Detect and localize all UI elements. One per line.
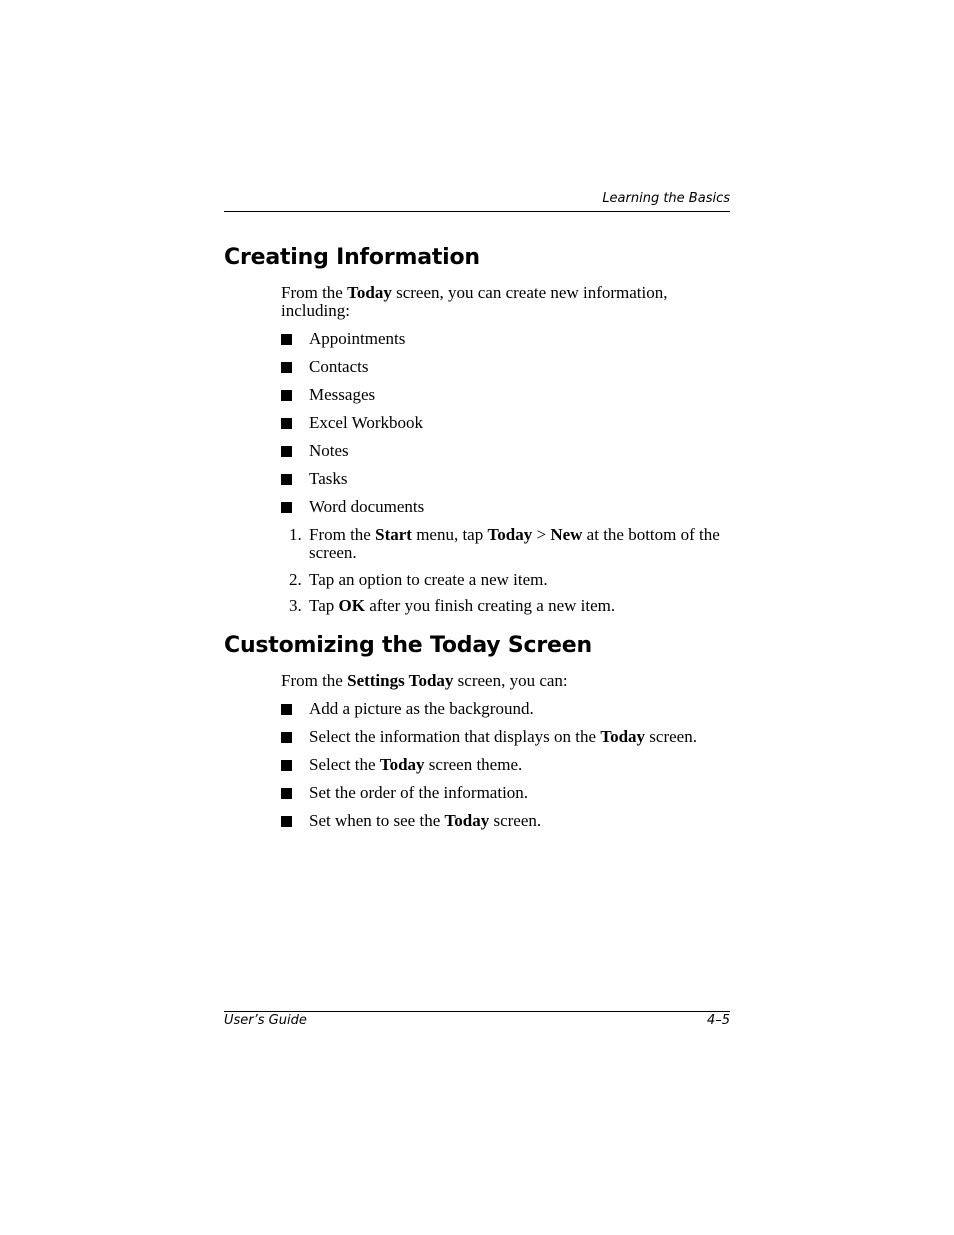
bullet-square-icon xyxy=(281,502,292,513)
footer-title: User’s Guide xyxy=(224,1013,307,1028)
bullet-square-icon xyxy=(281,446,292,457)
footer xyxy=(224,1013,730,1028)
bullet-square-icon xyxy=(281,704,292,715)
bullet-square-icon xyxy=(281,418,292,429)
section-title-creating-information: Creating Information xyxy=(224,245,480,270)
bullet-square-icon xyxy=(281,474,292,485)
section-title-customizing-today: Customizing the Today Screen xyxy=(224,633,592,658)
running-head: Learning the Basics xyxy=(602,191,730,206)
bullet-square-icon xyxy=(281,334,292,345)
page-number: 4–5 xyxy=(706,1013,730,1028)
header-rule xyxy=(224,211,730,212)
bullet-square-icon xyxy=(281,816,292,827)
section1-intro: From the Today screen, you can create new information, including: xyxy=(281,283,668,320)
bullet-square-icon xyxy=(281,732,292,743)
bullet-square-icon xyxy=(281,760,292,771)
bullet-square-icon xyxy=(281,390,292,401)
bullet-square-icon xyxy=(281,788,292,799)
footer-rule xyxy=(224,1011,730,1012)
section2-intro: From the Settings Today screen, you can: xyxy=(281,671,568,690)
bullet-square-icon xyxy=(281,362,292,373)
